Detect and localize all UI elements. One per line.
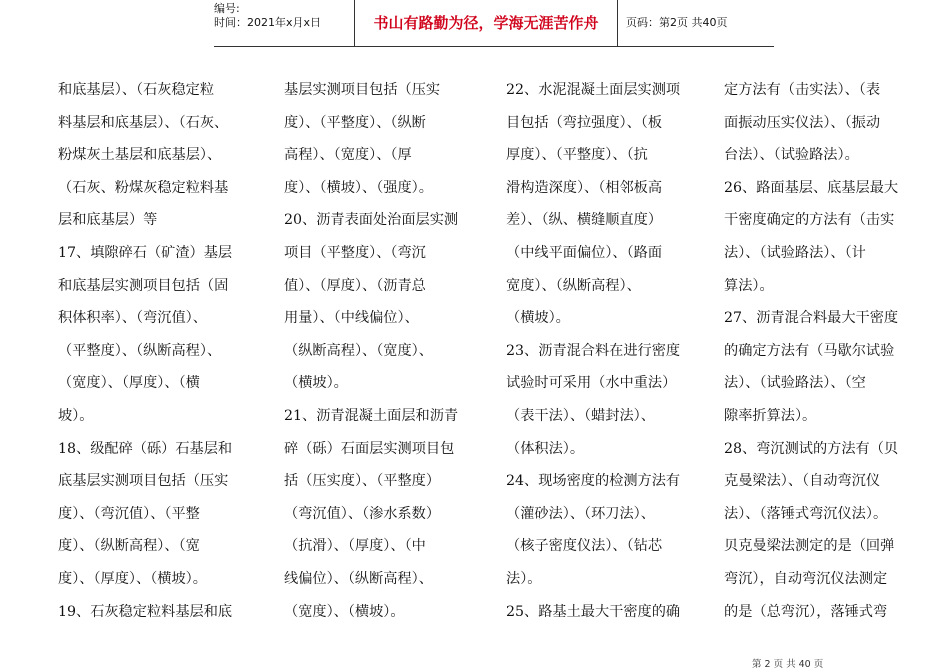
text-line: 18、级配碎（砾）石基层和 [58, 440, 233, 457]
text-line: 宽度）、（纵断高程）、 [506, 277, 641, 294]
text-line: 度）、（厚度）、（横坡）。 [58, 570, 207, 587]
text-line: 项目（平整度）、（弯沉 [284, 244, 426, 261]
text-line: 24、现场密度的检测方法有 [506, 473, 681, 490]
text-line: 面振动压实仪法）、（振动 [724, 114, 881, 131]
text-line: 料基层和底基层）、（石灰、 [58, 114, 229, 131]
text-line: （平整度）、（纵断高程）、 [58, 342, 222, 359]
header-page-number: 页码：第2页 共40页 [626, 16, 728, 29]
text-line: （宽度）、（横坡）。 [284, 603, 405, 620]
text-line: 用量）、（中线偏位）、 [284, 310, 419, 327]
text-column-1 [58, 74, 258, 628]
text-line: 基层实测项目包括（压实 [284, 82, 441, 98]
text-line: 19、石灰稳定粒料基层和底 [58, 603, 233, 620]
text-line: 层和底基层）等 [58, 212, 158, 229]
text-line: （核子密度仪法）、（钻芯 [506, 538, 663, 555]
text-column-4 [724, 74, 924, 628]
text-line: 碎（砾）石面层实测项目包 [284, 440, 455, 457]
text-line: 算法）。 [724, 277, 774, 294]
page-header [214, 0, 774, 47]
text-line: 22、水泥混凝土面层实测项 [506, 82, 681, 98]
text-line: （体积法）。 [506, 440, 585, 457]
text-line: 隙率折算法）。 [724, 407, 817, 424]
text-line: 法）、（试验路法）、（空 [724, 375, 866, 392]
text-line: 线偏位）、（纵断高程）、 [284, 570, 433, 587]
text-line: （抗滑）、（厚度）、（中 [284, 538, 426, 555]
text-line: （纵断高程）、（宽度）、 [284, 342, 433, 359]
text-line: （灌砂法）、（环刀法）、 [506, 505, 655, 522]
header-meta [214, 0, 354, 46]
text-line: 的是（总弯沉），落锤式弯 [724, 603, 888, 620]
text-line: 弯沉），自动弯沉仪法测定 [724, 570, 888, 587]
text-line: 度）、（横坡）、（强度）。 [284, 179, 433, 196]
text-line: 度）、（平整度）、（纵断 [284, 114, 426, 131]
text-line: 高程）、（宽度）、（厚 [284, 147, 412, 164]
text-line: 度）、（弯沉值）、（平整 [58, 505, 200, 522]
text-line: 法）、（试验路法）、（计 [724, 244, 866, 261]
text-line: 法）。 [506, 570, 542, 587]
text-line: 粉煤灰土基层和底基层）、 [58, 147, 222, 164]
number-label: 编号: [214, 2, 240, 15]
text-line: 28、弯沉测试的方法有（贝 [724, 440, 899, 457]
text-line: 27、沥青混合料最大干密度 [724, 310, 899, 327]
page-footer: 第 2 页 共 40 页 [752, 659, 824, 670]
text-line: 度）、（纵断高程）、（宽 [58, 538, 200, 555]
text-line: （宽度）、（厚度）、（横 [58, 375, 200, 392]
text-column-3 [506, 74, 706, 628]
text-line: 括（压实度）、（平整度） [284, 473, 441, 490]
time-label: 时间：2021年x月x日 [214, 16, 322, 29]
text-line: 试验时可采用（水中重法） [506, 375, 677, 392]
text-line: 的确定方法有（马歇尔试验 [724, 342, 895, 359]
text-line: （表干法）、（蜡封法）、 [506, 407, 655, 424]
text-line: 底基层实测项目包括（压实 [58, 473, 229, 490]
text-line: 值）、（厚度）、（沥青总 [284, 277, 426, 294]
text-column-2 [284, 74, 484, 628]
text-line: （石灰、粉煤灰稳定粒料基 [58, 179, 229, 196]
text-line: 坡）。 [58, 407, 94, 424]
text-line: 26、路面基层、底基层最大 [724, 179, 899, 196]
text-line: 和底基层）、（石灰稳定粒 [58, 82, 215, 98]
text-line: 克曼梁法）、（自动弯沉仪 [724, 473, 881, 490]
text-line: 23、沥青混合料在进行密度 [506, 342, 681, 359]
text-line: 滑构造深度）、（相邻板高 [506, 179, 663, 196]
text-line: 贝克曼梁法测定的是（回弹 [724, 538, 895, 555]
text-line: （横坡）。 [506, 310, 570, 327]
text-line: （弯沉值）、（渗水系数） [284, 505, 441, 522]
text-line: 20、沥青表面处治面层实测 [284, 212, 459, 229]
text-line: 差）、（纵、横缝顺直度） [506, 212, 663, 229]
text-line: 台法）、（试验路法）。 [724, 147, 859, 164]
text-line: 和底基层实测项目包括（固 [58, 277, 229, 294]
text-line: 21、沥青混凝土面层和沥青 [284, 407, 459, 424]
text-line: 25、路基土最大干密度的确 [506, 603, 681, 620]
text-line: （横坡）。 [284, 375, 348, 392]
text-line: （中线平面偏位）、（路面 [506, 244, 663, 261]
text-line: 目包括（弯拉强度）、（板 [506, 114, 663, 131]
text-line: 法）、（落锤式弯沉仪法）。 [724, 505, 888, 522]
text-line: 干密度确定的方法有（击实 [724, 212, 895, 229]
text-line: 积体积率）、（弯沉值）、 [58, 310, 207, 327]
header-motto: 书山有路勤为径，学海无涯苦作舟 [354, 0, 618, 46]
text-line: 定方法有（击实法）、（表 [724, 82, 881, 98]
text-line: 17、填隙碎石（矿渣）基层 [58, 244, 233, 261]
text-line: 厚度）、（平整度）、（抗 [506, 147, 648, 164]
